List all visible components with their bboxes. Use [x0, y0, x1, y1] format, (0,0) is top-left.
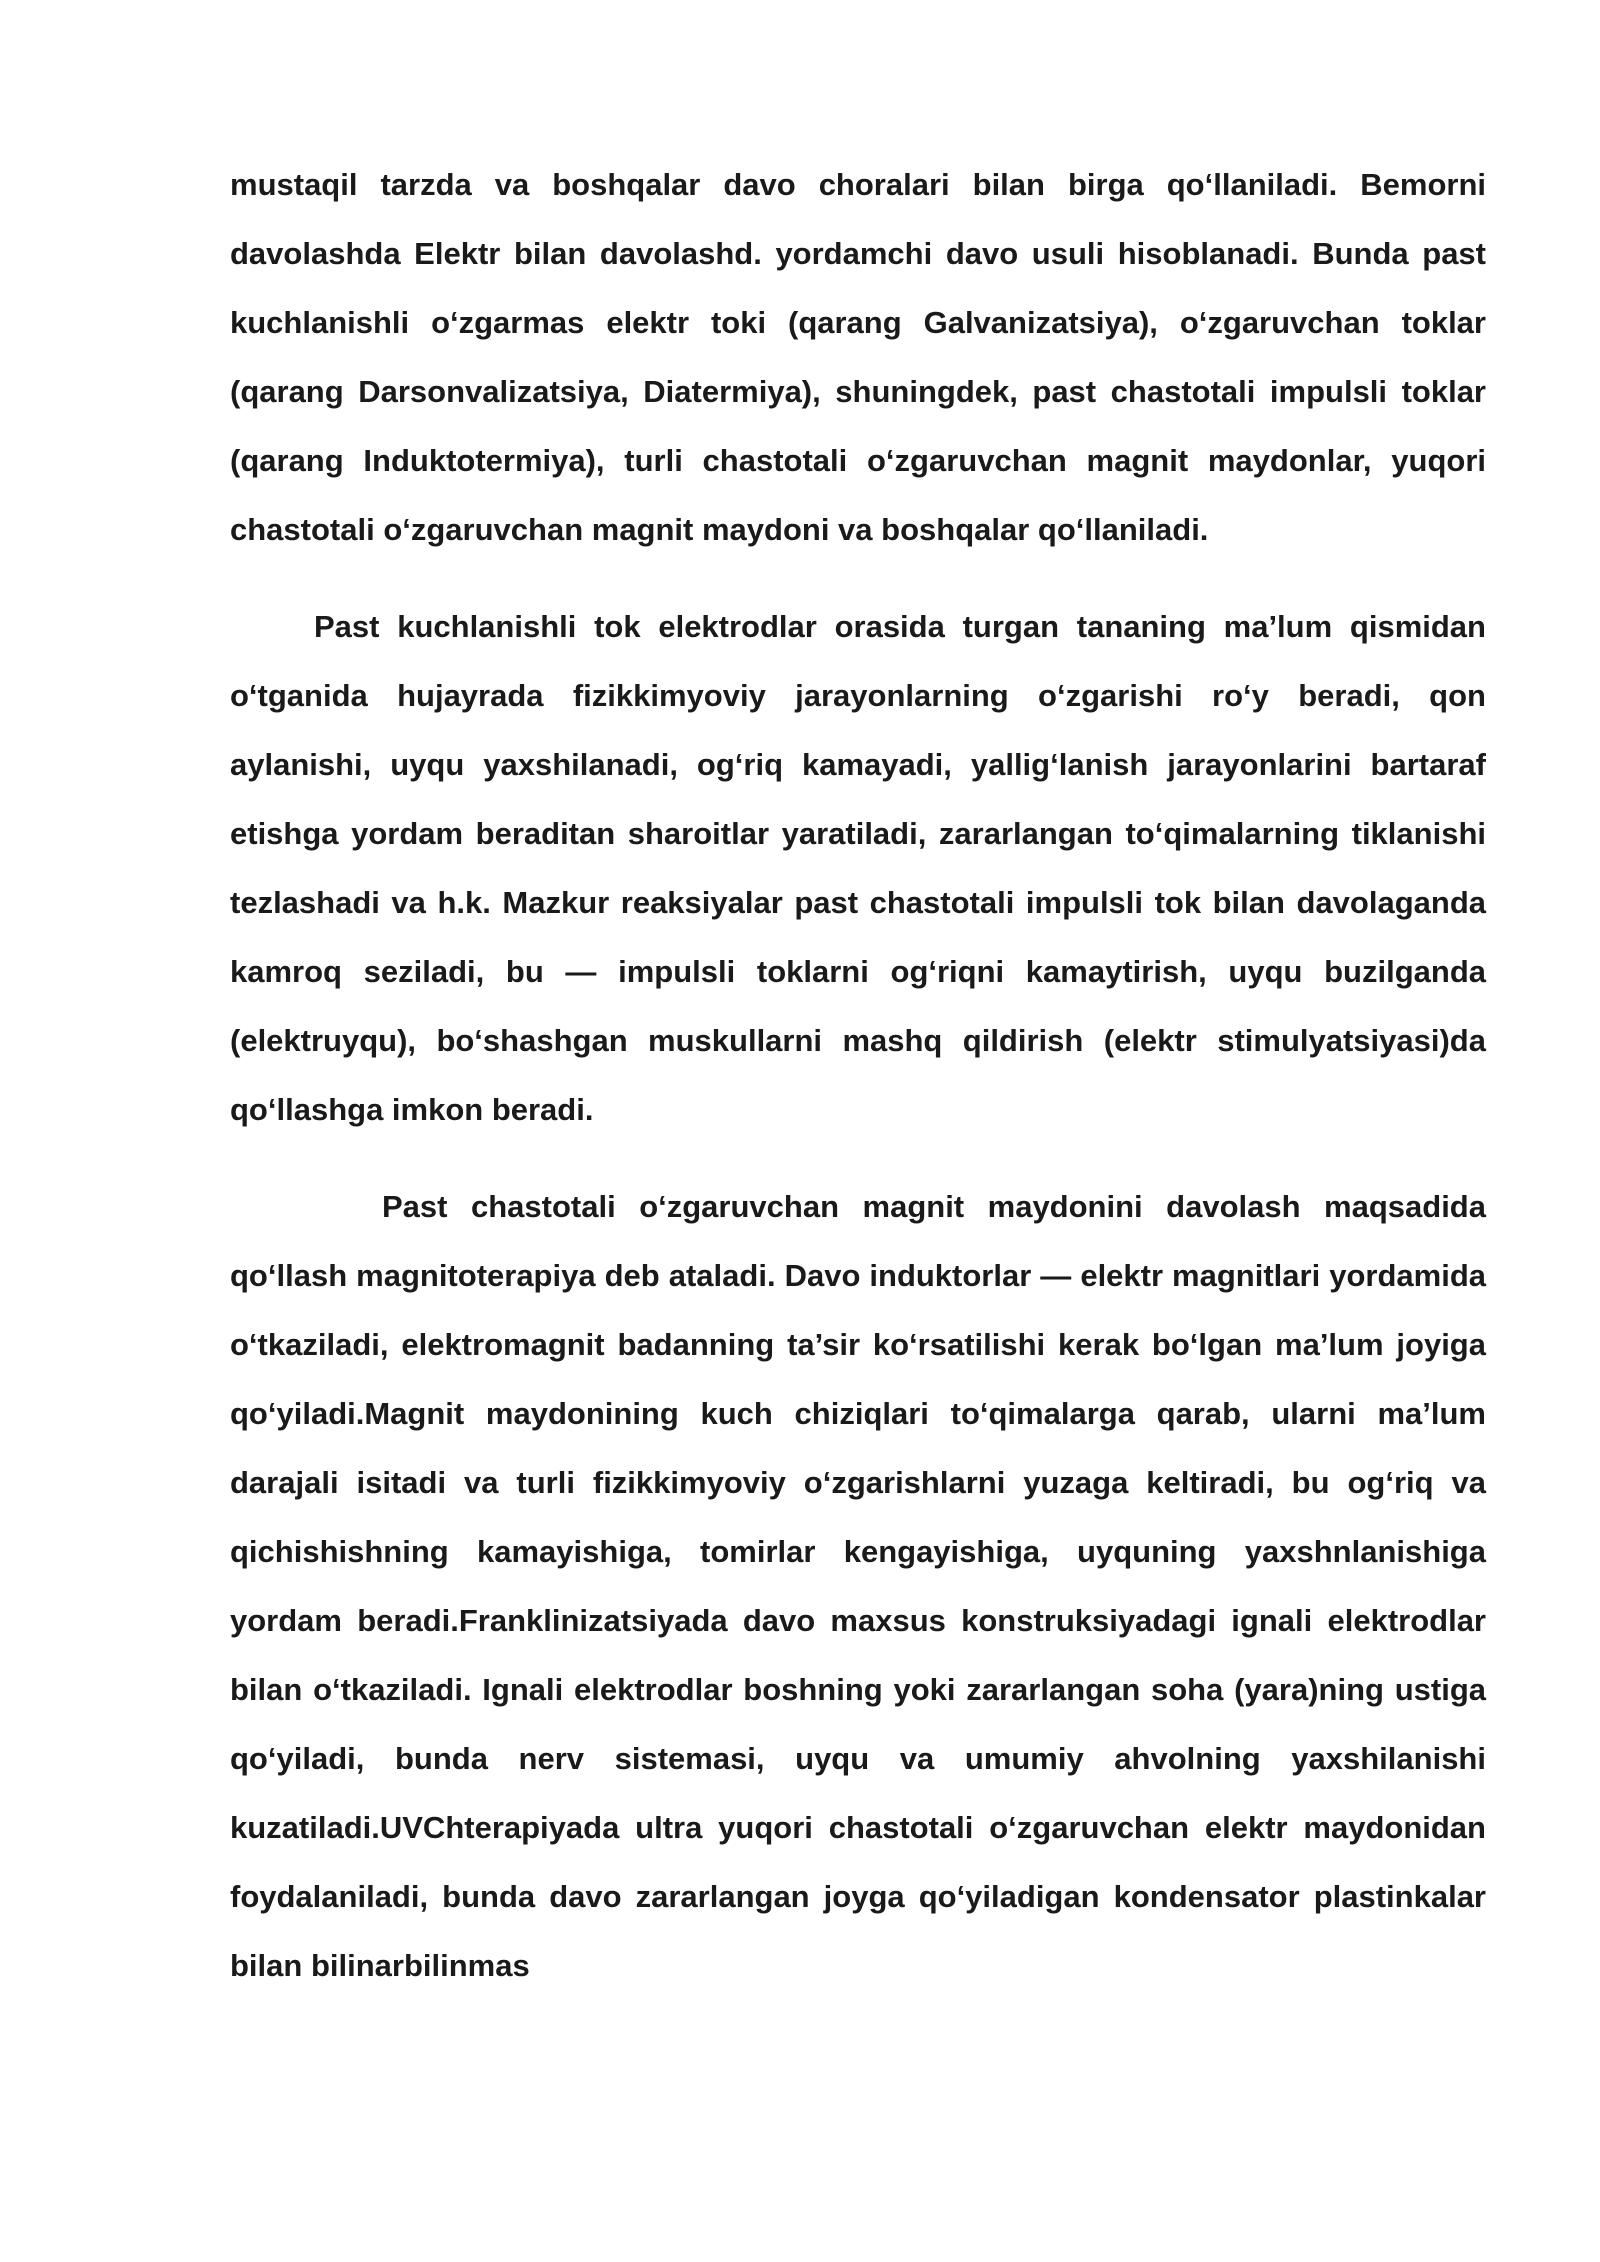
paragraph-3: Past chastotali o‘zgaruvchan magnit maydonini davolash maqsadida qo‘llash magnitoterapiya deb ataladi. Davo induktorlar — elektr magnitlari yordamida o‘tkaziladi, elektromagnit badanning ta’sir ko‘rsatilishi kerak bo‘lgan ma’lum joyiga qo‘yiladi.Magnit maydonining kuch chiziqlari to‘qimalarga qarab, ularni ma’lum darajali isitadi va turli fizikkimyoviy o‘zgarishlarni yuzaga keltiradi, bu og‘riq va qichishishning kamayishiga, tomirlar kengayishiga, uyquning yaxshnlanishiga yordam beradi.Franklinizatsiyada davo maxsus konstruksiyadagi ignali elektrodlar bilan o‘tkaziladi. Ignali elektrodlar boshning yoki zararlangan soha (yara)ning ustiga qo‘yiladi, bunda nerv sistemasi, uyqu va umumiy ahvolning yaxshilanishi kuzatiladi.UVChterapiyada ultra yuqori chastotali o‘zgaruvchan elektr maydonidan foydalaniladi, bunda davo zararlangan joyga qo‘yiladigan kondensator plastinkalar bilan bilinarbilinmas — [230, 1189, 1486, 1983]
paragraph-2: Past kuchlanishli tok elektrodlar orasida turgan tananing ma’lum qismidan o‘tganida hujayrada fizikkimyoviy jarayonlarning o‘zgarishi ro‘y beradi, qon aylanishi, uyqu yaxshilanadi, og‘riq kamayadi, yallig‘lanish jarayonlarini bartaraf etishga yordam beraditan sharoitlar yaratiladi, zararlangan to‘qimalarning tiklanishi tezlashadi va h.k. Mazkur reaksiyalar past chastotali impulsli tok bilan davolaganda kamroq seziladi, bu — impulsli toklarni og‘riqni kamaytirish, uyqu buzilganda (elektruyqu), bo‘shashgan muskullarni mashq qildirish (elektr stimulyatsiyasi)da qo‘llashga imkon beradi. — [230, 609, 1486, 1127]
paragraph-1: mustaqil tarzda va boshqalar davo choralari bilan birga qo‘llaniladi. Bemorni davolashda Elektr bilan davolashd. yordamchi davo usuli hisoblanadi. Bunda past kuchlanishli o‘zgarmas elektr toki (qarang Galvanizatsiya), o‘zgaruvchan toklar (qarang Darsonvalizatsiya, Diatermiya), shuningdek, past chastotali impulsli toklar (qarang Induktotermiya), turli chastotali o‘zgaruvchan magnit maydonlar, yuqori chastotali o‘zgaruvchan magnit maydoni va boshqalar qo‘llaniladi. — [230, 167, 1486, 547]
document-page — [230, 150, 1486, 2000]
